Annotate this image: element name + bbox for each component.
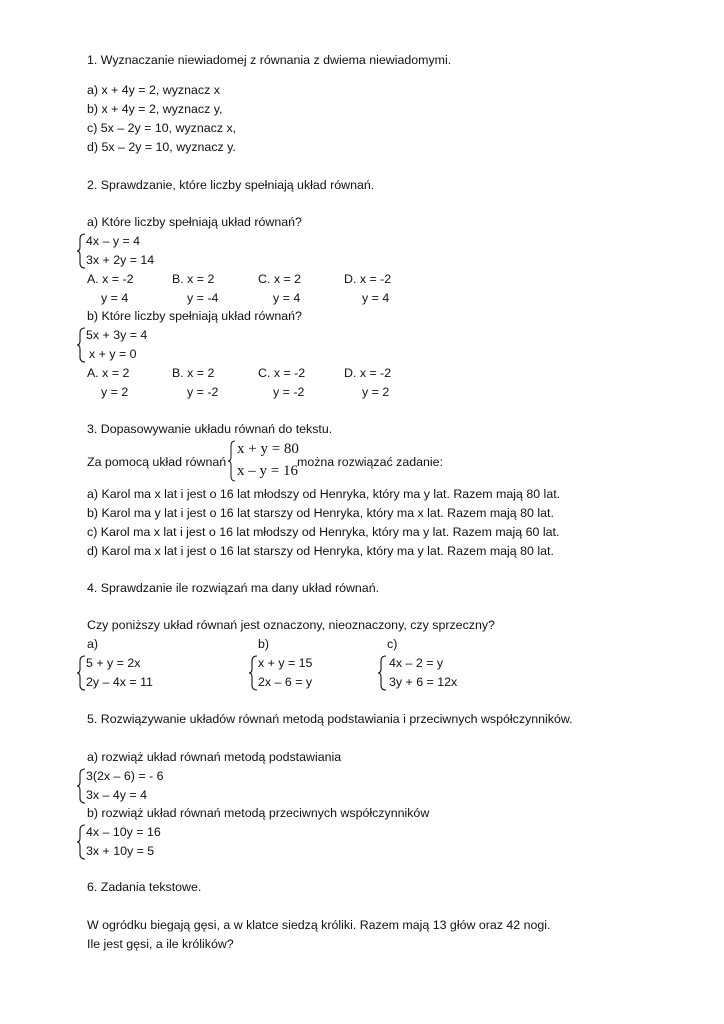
s3-item-b: b) Karol ma y lat i jest o 16 lat starszy od Henryka, który ma x lat. Razem mają 80 lat. <box>87 506 554 520</box>
s3-lead: Za pomocą układ równań <box>87 455 227 469</box>
s4c-eq-1: 4x – 2 = y <box>389 656 444 670</box>
s1-item-d: d) 5x – 2y = 10, wyznacz y. <box>87 140 236 154</box>
s2b-opt-a-y: y = 2 <box>101 385 129 399</box>
system-brace-icon <box>76 233 86 269</box>
s2b-opt-d-x: D. x = -2 <box>344 366 392 380</box>
s5b-eq-1: 4x – 10y = 16 <box>86 825 161 839</box>
s2a-opt-a-x: A. x = -2 <box>87 272 134 286</box>
s2a-opt-b-y: y = -4 <box>187 291 219 305</box>
s4-question: Czy poniższy układ równań jest oznaczony, nieoznaczony, czy sprzeczny? <box>87 618 495 632</box>
s3-item-a: a) Karol ma x lat i jest o 16 lat młodszy od Henryka, który ma y lat. Razem mają 80 lat. <box>87 487 561 501</box>
s2b-eq-1: 5x + 3y = 4 <box>86 328 148 342</box>
system-brace-icon <box>76 327 86 363</box>
s4-label-a: a) <box>87 637 99 651</box>
s3-eq-2: x – y = 16 <box>237 463 298 479</box>
s4a-eq-1: 5 + y = 2x <box>86 656 141 670</box>
s2a-opt-a-y: y = 4 <box>101 291 129 305</box>
s3-item-d: d) Karol ma x lat i jest o 16 lat starszy od Henryka, który ma y lat. Razem mają 80 lat. <box>87 544 554 558</box>
s5a-eq-1: 3(2x – 6) = - 6 <box>86 769 164 783</box>
s5b-eq-2: 3x + 10y = 5 <box>86 844 155 858</box>
s1-item-b: b) x + 4y = 2, wyznacz y, <box>87 102 223 116</box>
s2b-opt-b-y: y = -2 <box>187 385 219 399</box>
s4a-eq-2: 2y – 4x = 11 <box>86 675 153 689</box>
s2a-eq-2: 3x + 2y = 14 <box>86 253 155 267</box>
system-brace-icon <box>76 655 86 691</box>
s2b-opt-c-x: C. x = -2 <box>258 366 306 380</box>
s3-eq-1: x + y = 80 <box>237 441 299 457</box>
s4b-eq-2: 2x – 6 = y <box>258 675 313 689</box>
section-3-title: 3. Dopasowywanie układu równań do tekstu. <box>87 422 333 436</box>
s1-item-c: c) 5x – 2y = 10, wyznacz x, <box>87 121 237 135</box>
s2a-opt-d-x: D. x = -2 <box>344 272 392 286</box>
s5b-label: b) rozwiąż układ równań metodą przeciwnych współczynników <box>87 806 430 820</box>
s3-tail: można rozwiązać zadanie: <box>297 455 444 469</box>
s2b-opt-b-x: B. x = 2 <box>172 366 215 380</box>
section-4-title: 4. Sprawdzanie ile rozwiązań ma dany układ równań. <box>87 581 380 595</box>
s2a-opt-b-x: B. x = 2 <box>172 272 215 286</box>
section-2-title: 2. Sprawdzanie, które liczby spełniają układ równań. <box>87 178 375 192</box>
s4-label-c: c) <box>387 637 398 651</box>
system-brace-icon <box>248 655 258 691</box>
s2b-opt-c-y: y = -2 <box>273 385 305 399</box>
s2b-eq-2: x + y = 0 <box>89 347 137 361</box>
s2b-opt-a-x: A. x = 2 <box>87 366 130 380</box>
s2a-opt-c-x: C. x = 2 <box>258 272 302 286</box>
s2a-question: a) Które liczby spełniają układ równań? <box>87 215 302 229</box>
system-brace-icon <box>377 655 387 691</box>
system-brace-icon <box>76 768 86 804</box>
s2a-opt-c-y: y = 4 <box>273 291 301 305</box>
section-1-title: 1. Wyznaczanie niewiadomej z równania z dwiema niewiadomymi. <box>87 53 452 67</box>
s6-line-2: Ile jest gęsi, a ile królików? <box>87 937 234 951</box>
s5a-label: a) rozwiąż układ równań metodą podstawiania <box>87 750 342 764</box>
s4-label-b: b) <box>258 637 270 651</box>
s3-item-c: c) Karol ma x lat i jest o 16 lat młodszy od Henryka, który ma y lat. Razem mają 60 lat. <box>87 525 560 539</box>
section-6-title: 6. Zadania tekstowe. <box>87 880 202 894</box>
section-5-title: 5. Rozwiązywanie układów równań metodą podstawiania i przeciwnych współczynników. <box>87 712 573 726</box>
system-brace-icon <box>227 440 236 482</box>
s1-item-a: a) x + 4y = 2, wyznacz x <box>87 83 220 97</box>
s5a-eq-2: 3x – 4y = 4 <box>86 788 147 802</box>
s2a-eq-1: 4x – y = 4 <box>86 234 141 248</box>
s2a-opt-d-y: y = 4 <box>362 291 390 305</box>
s4c-eq-2: 3y + 6 = 12x <box>389 675 458 689</box>
s4b-eq-1: x + y = 15 <box>258 656 313 670</box>
system-brace-icon <box>76 824 86 860</box>
s2b-opt-d-y: y = 2 <box>362 385 390 399</box>
s2b-question: b) Które liczby spełniają układ równań? <box>87 309 302 323</box>
s6-line-1: W ogródku biegają gęsi, a w klatce siedzą króliki. Razem mają 13 głów oraz 42 nogi. <box>87 918 551 932</box>
